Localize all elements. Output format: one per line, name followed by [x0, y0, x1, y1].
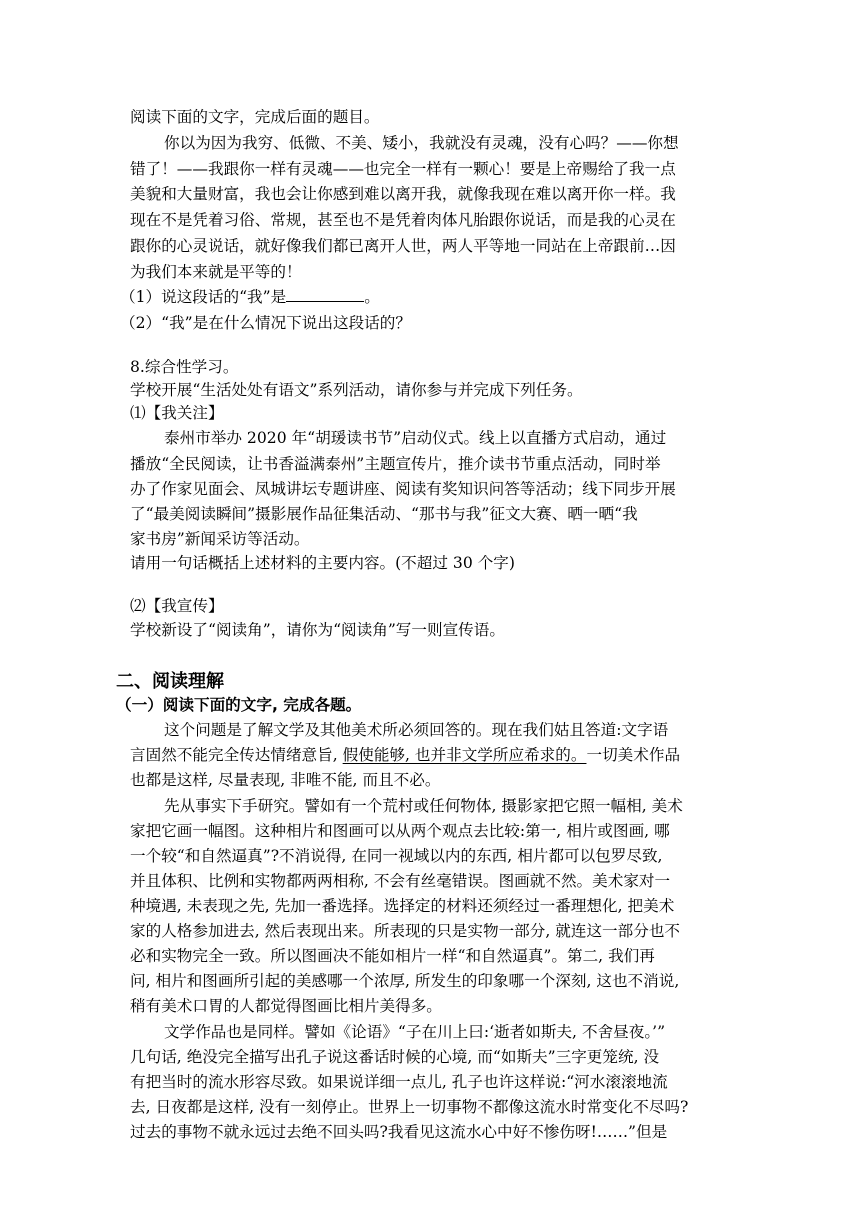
task2-label: ⑵【我宣传】: [130, 597, 224, 615]
passage1-intro: 阅读下面的文字，完成后面的题目。: [130, 108, 380, 126]
paragraph-line: [130, 743, 742, 767]
section-heading: 二、阅读理解: [116, 671, 224, 692]
paragraph-line: 也都是这样, 尽量表现, 非唯不能, 而且不必。: [130, 771, 441, 789]
paragraph-line: 必和实物完全一致。所以图画决不能如相片一样“和自然逼真”。第二, 我们再: [130, 947, 655, 965]
task1-question: 请用一句话概括上述材料的主要内容。(不超过 30 个字): [130, 554, 515, 572]
task1-line: 了“最美阅读瞬间”摄影展作品征集活动、“那书与我”征文大赛、晒一晒“我: [130, 505, 638, 523]
paragraph-line: 家的人格参加进去, 然后表现出来。所表现的只是实物一部分, 就连这一部分也不: [130, 922, 681, 940]
passage1-line: 美貌和大量财富，我也会让你感到难以离开我，就像我现在难以离开你一样。我: [130, 185, 676, 203]
passage1-line: 你以为因为我穷、低微、不美、矮小，我就没有灵魂，没有心吗？——你想: [164, 134, 679, 152]
paragraph-line: 并且体积、比例和实物都两两相称, 不会有丝毫错误。图画就不然。美术家对一: [130, 872, 671, 890]
task1-line: 泰州市举办 2020 年“胡瑗读书节”启动仪式。线上以直播方式启动，通过: [164, 429, 667, 447]
question-2: （2）“我”是在什么情况下说出这段话的？: [120, 314, 411, 332]
task1-line: 家书房”新闻采访等活动。: [130, 530, 310, 548]
passage1-line: 为我们本来就是平等的！: [130, 263, 302, 281]
passage1-line: 跟你的心灵说话，就好像我们都已离开人世，两人平等地一同站在上帝跟前…因: [130, 237, 676, 255]
text-span: 言固然不能完全传达情绪意旨,: [130, 746, 343, 764]
paragraph-line: 稍有美术口胃的人都觉得图画比相片美得多。: [130, 997, 442, 1015]
task1-line: 播放“全民阅读，让书香溢满泰州”主题宣传片，推介读书节重点活动，同时举: [130, 455, 661, 473]
paragraph-line: 去, 日夜都是这样, 没有一刻停止。世界上一切事物不都像这流水时常变化不尽吗?: [130, 1098, 689, 1116]
underlined-sentence: 假使能够, 也并非文学所应希求的。: [342, 746, 587, 764]
paragraph-line: 先从事实下手研究。譬如有一个荒村或任何物体, 摄影家把它照一幅相, 美术: [164, 797, 683, 815]
paragraph-line: 文学作品也是同样。譬如《论语》“子在川上曰:‘逝者如斯夫, 不舍昼夜。’”: [164, 1023, 666, 1041]
paragraph-line: 一个较“和自然逼真”?不消说得, 在同一视域以内的东西, 相片都可以包罗尽致,: [130, 847, 663, 865]
q8-title: 8.综合性学习。: [130, 358, 239, 376]
question-1: [120, 285, 732, 309]
paragraph-line: 问, 相片和图画所引起的美感哪一个浓厚, 所发生的印象哪一个深刻, 这也不消说,: [130, 972, 680, 990]
question-1-text: （1）说这段话的“我”是: [120, 288, 287, 306]
answer-blank[interactable]: [286, 287, 364, 302]
question-1-end: 。: [364, 288, 380, 306]
paragraph-line: 几句话, 绝没完全描写出孔子说这番话时候的心境, 而“如斯夫”三字更笼统, 没: [130, 1048, 660, 1066]
task1-line: 办了作家见面会、凤城讲坛专题讲座、阅读有奖知识问答等活动；线下同步开展: [130, 480, 676, 498]
passage1-line: 现在不是凭着习俗、常规，甚至也不是凭着肉体凡胎跟你说话，而是我的心灵在: [130, 211, 676, 229]
passage1-line: 错了！——我跟你一样有灵魂——也完全一样有一颗心！要是上帝赐给了我一点: [130, 160, 676, 178]
task1-label: ⑴【我关注】: [130, 404, 224, 422]
paragraph-line: 种境遇, 未表现之先, 先加一番选择。选择定的材料还须经过一番理想化, 把美术: [130, 897, 675, 915]
q8-description: 学校开展“生活处处有语文”系列活动，请你参与并完成下列任务。: [130, 381, 583, 399]
task2-question: 学校新设了“阅读角”，请你为“阅读角”写一则宣传语。: [130, 621, 505, 639]
paragraph-line: 过去的事物不就永远过去绝不回头吗?我看见这流水心中好不惨伤呀!……”但是: [130, 1123, 668, 1141]
text-span: 一切美术作品: [586, 746, 681, 764]
paragraph-line: 有把当时的流水形容尽致。如果说详细一点儿, 孔子也许这样说:“河水滚滚地流: [130, 1073, 668, 1091]
section-subheading: （一）阅读下面的文字, 完成各题。: [116, 696, 362, 714]
paragraph-line: 这个问题是了解文学及其他美术所必须回答的。现在我们姑且答道:文字语: [164, 721, 669, 739]
paragraph-line: 家把它画一幅图。这种相片和图画可以从两个观点去比较:第一, 相片或图画, 哪: [130, 822, 670, 840]
